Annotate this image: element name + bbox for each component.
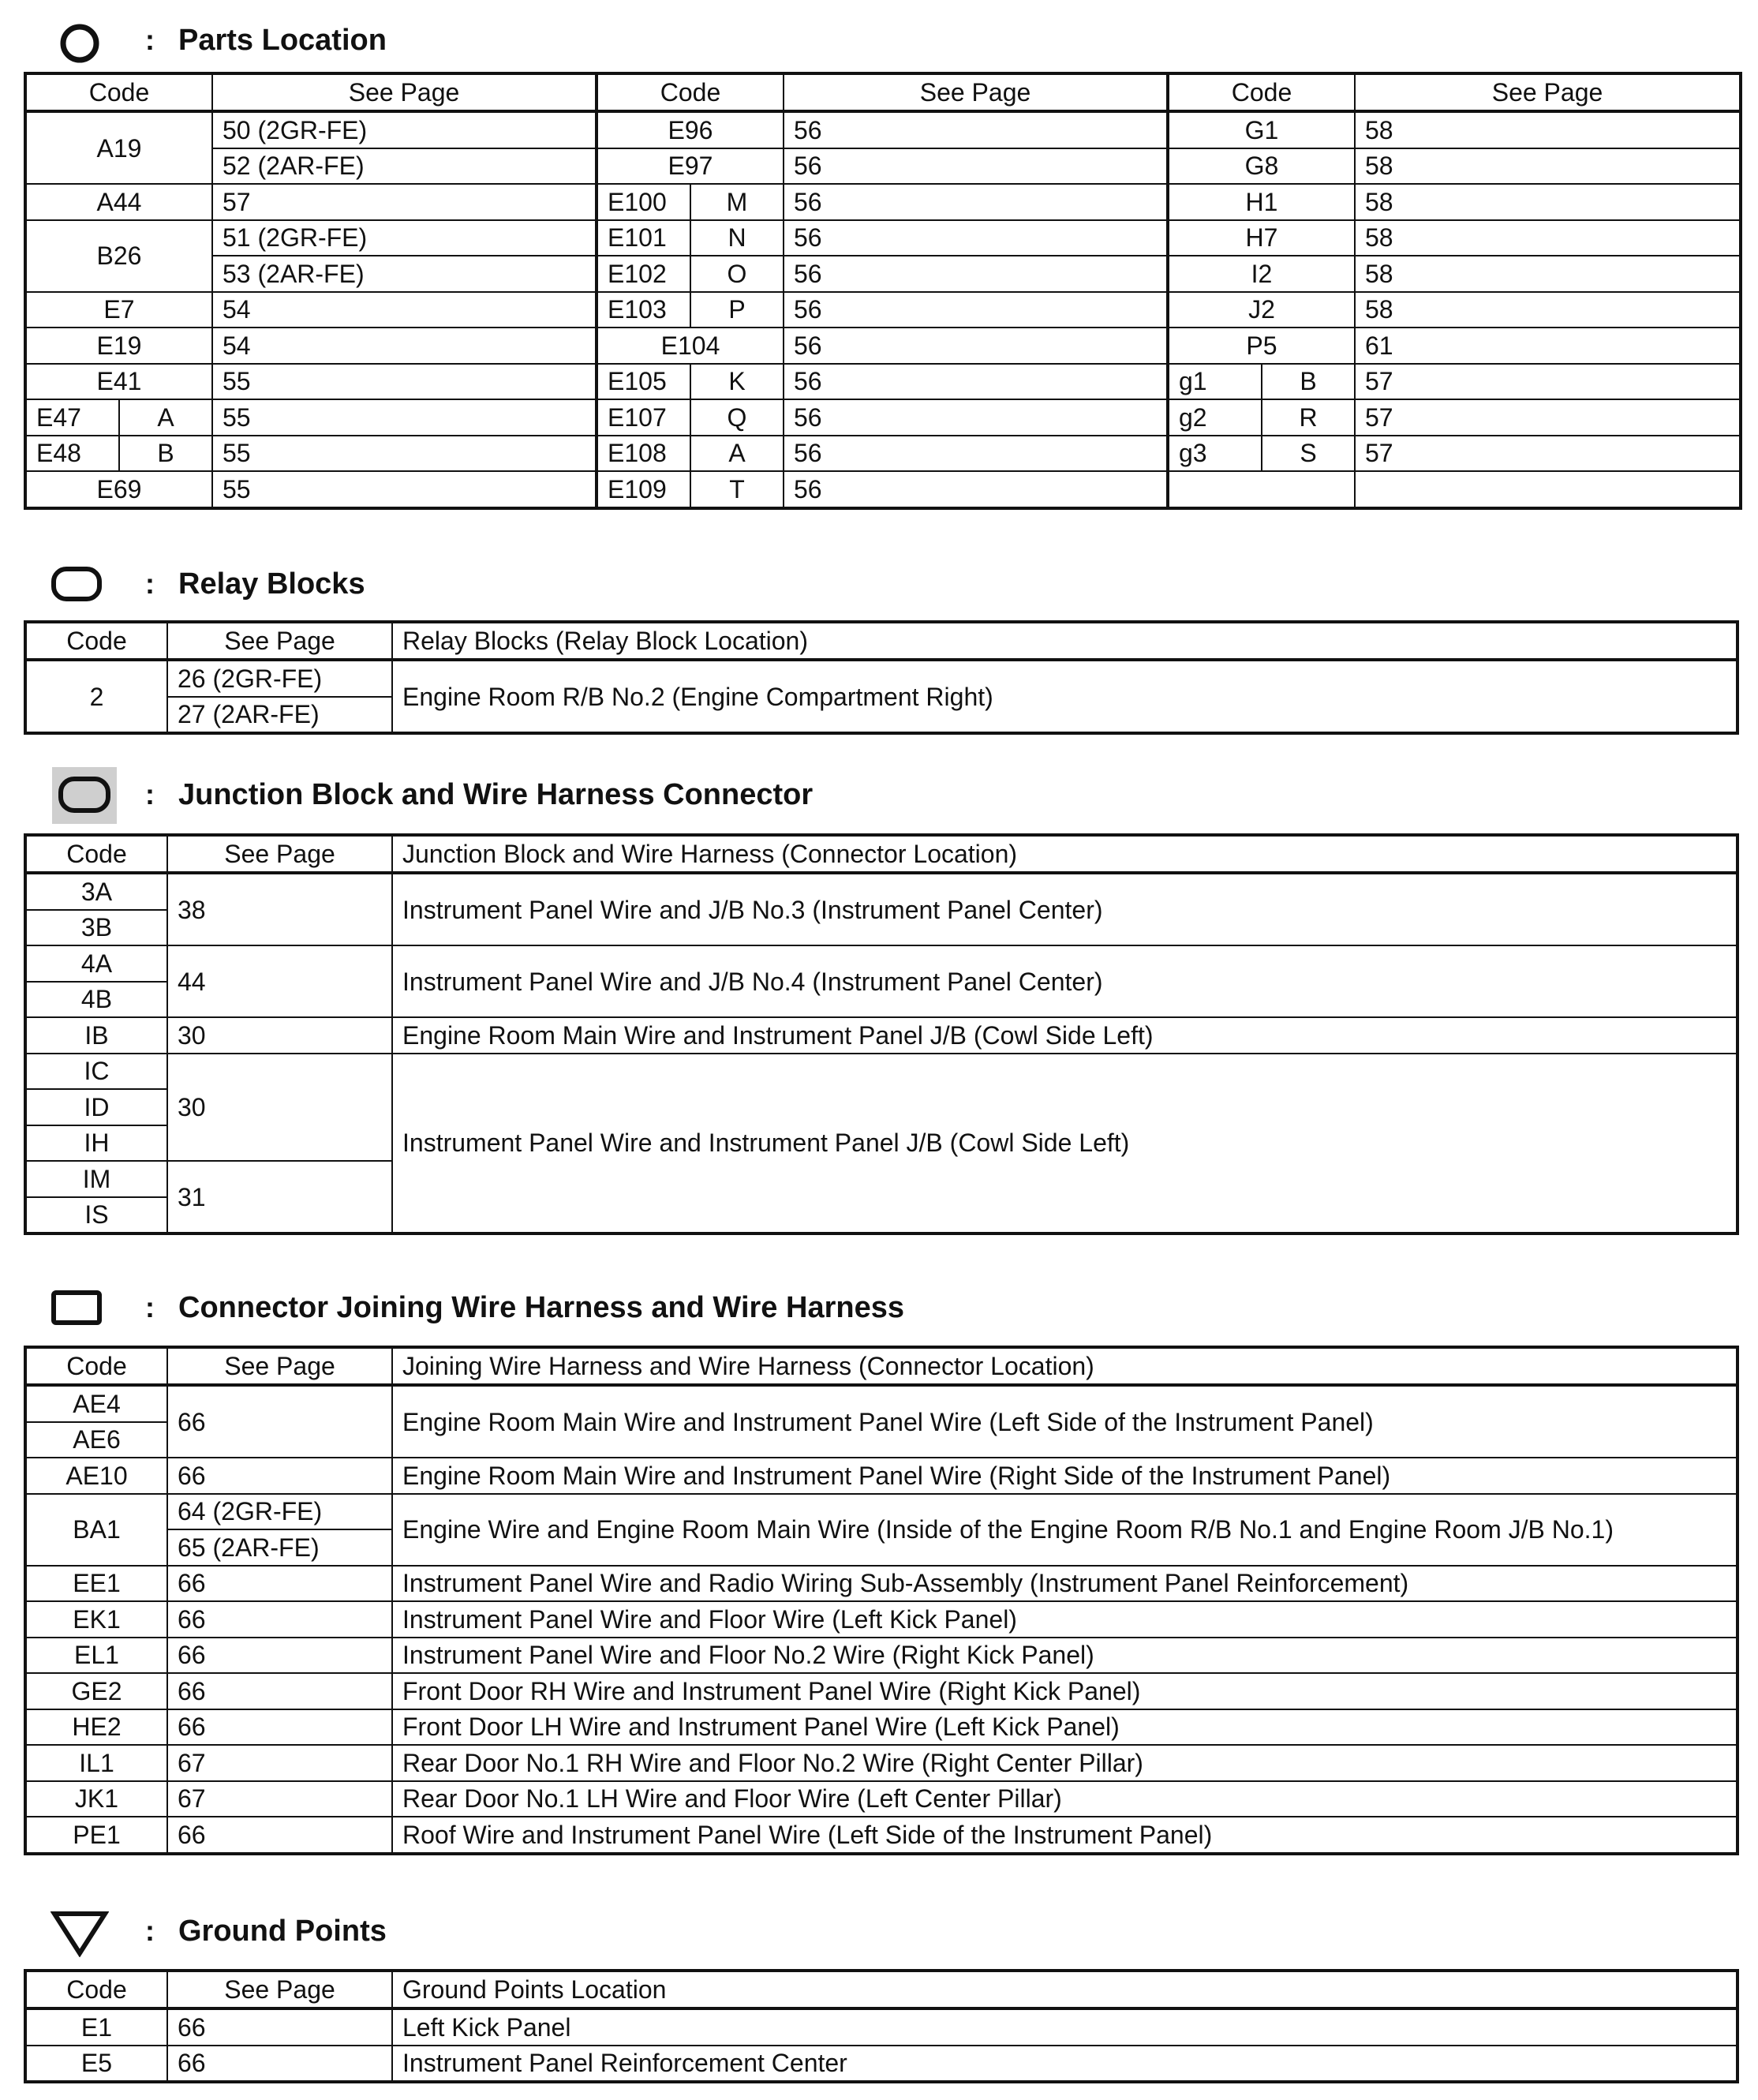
table-row xyxy=(25,873,1737,910)
location-cell: Rear Door No.1 LH Wire and Floor Wire (Left Center Pillar) xyxy=(392,1781,1737,1817)
page-cell: 50 (2GR-FE) xyxy=(212,111,597,148)
header-code: Code xyxy=(597,73,784,111)
table-header-row xyxy=(25,622,1737,660)
code-cell: PE1 xyxy=(25,1817,167,1854)
table-row xyxy=(25,220,1741,256)
relay-blocks-table xyxy=(24,620,1739,735)
sub-code-cell: B xyxy=(119,436,212,472)
code-cell: H1 xyxy=(1168,184,1355,220)
header-see-page: See Page xyxy=(167,1971,392,2008)
page-cell: 30 xyxy=(167,1054,392,1162)
sub-code-cell: R xyxy=(1262,399,1355,436)
page-cell: 58 xyxy=(1355,111,1741,148)
table-row xyxy=(25,364,1741,400)
page-cell: 58 xyxy=(1355,292,1741,328)
page-cell: 53 (2AR-FE) xyxy=(212,256,597,292)
code-cell: IB xyxy=(25,1017,167,1054)
code-cell: E7 xyxy=(25,292,212,328)
page-cell: 57 xyxy=(1355,364,1741,400)
table-row xyxy=(25,945,1737,982)
sub-code-cell: O xyxy=(690,256,784,292)
code-cell: E105 xyxy=(597,364,690,400)
sub-code-cell: Q xyxy=(690,399,784,436)
code-cell: IS xyxy=(25,1197,167,1234)
location-cell: Roof Wire and Instrument Panel Wire (Left Side of the Instrument Panel) xyxy=(392,1817,1737,1854)
page-cell: 26 (2GR-FE) xyxy=(167,660,392,697)
location-cell: Instrument Panel Wire and Instrument Panel J/B (Cowl Side Left) xyxy=(392,1054,1737,1234)
header-see-page: See Page xyxy=(212,73,597,111)
rounded-rectangle-icon xyxy=(58,776,111,814)
code-cell: EE1 xyxy=(25,1566,167,1602)
page-cell: 58 xyxy=(1355,184,1741,220)
table-row xyxy=(25,1458,1737,1494)
code-cell: P5 xyxy=(1168,328,1355,364)
page-cell: 56 xyxy=(784,148,1168,185)
page-cell: 66 xyxy=(167,1566,392,1602)
table-row xyxy=(25,292,1741,328)
page-cell: 55 xyxy=(212,471,597,508)
code-cell: EK1 xyxy=(25,1601,167,1638)
table-row xyxy=(25,436,1741,472)
header-see-page: See Page xyxy=(1355,73,1741,111)
table-row xyxy=(25,399,1741,436)
page-cell: 38 xyxy=(167,873,392,945)
code-cell: BA1 xyxy=(25,1494,167,1566)
location-cell: Engine Room R/B No.2 (Engine Compartment Right) xyxy=(392,660,1737,733)
code-cell: J2 xyxy=(1168,292,1355,328)
code-cell: IC xyxy=(25,1054,167,1090)
page-cell: 30 xyxy=(167,1017,392,1054)
page-cell: 51 (2GR-FE) xyxy=(212,220,597,256)
code-cell: G1 xyxy=(1168,111,1355,148)
page-cell: 56 xyxy=(784,471,1168,508)
page-cell: 65 (2AR-FE) xyxy=(167,1529,392,1566)
page-cell: 27 (2AR-FE) xyxy=(167,697,392,734)
code-cell: g1 xyxy=(1168,364,1262,400)
section-title: Connector Joining Wire Harness and Wire Harness xyxy=(178,1291,904,1324)
page-cell: 44 xyxy=(167,945,392,1017)
header-see-page: See Page xyxy=(167,1347,392,1385)
page-cell: 64 (2GR-FE) xyxy=(167,1494,392,1530)
page-cell: 56 xyxy=(784,111,1168,148)
code-cell: E103 xyxy=(597,292,690,328)
junction-block-heading xyxy=(0,766,1758,821)
page-cell: 56 xyxy=(784,184,1168,220)
page-cell: 66 xyxy=(167,1601,392,1638)
connector-joining-table xyxy=(24,1346,1739,1855)
page-cell: 66 xyxy=(167,2008,392,2046)
section-title: Junction Block and Wire Harness Connector xyxy=(178,778,814,811)
code-cell: E104 xyxy=(597,328,784,364)
code-cell: A44 xyxy=(25,184,212,220)
page-cell: 67 xyxy=(167,1745,392,1781)
page-cell: 61 xyxy=(1355,328,1741,364)
page-cell: 56 xyxy=(784,364,1168,400)
page-cell: 56 xyxy=(784,292,1168,328)
table-row xyxy=(25,1017,1737,1054)
code-cell: 4B xyxy=(25,982,167,1018)
code-cell: E109 xyxy=(597,471,690,508)
code-cell: E101 xyxy=(597,220,690,256)
page-cell: 56 xyxy=(784,328,1168,364)
code-cell: B26 xyxy=(25,220,212,292)
code-cell: IL1 xyxy=(25,1745,167,1781)
heading-colon: : xyxy=(145,1291,155,1323)
header-code: Code xyxy=(1168,73,1355,111)
page-cell: 54 xyxy=(212,292,597,328)
table-header-row xyxy=(25,835,1737,873)
header-code: Code xyxy=(25,835,167,873)
section-title: Relay Blocks xyxy=(178,567,365,601)
code-cell: IM xyxy=(25,1161,167,1197)
code-cell: AE6 xyxy=(25,1422,167,1458)
header-see-page: See Page xyxy=(167,835,392,873)
code-cell: I2 xyxy=(1168,256,1355,292)
code-cell: HE2 xyxy=(25,1709,167,1746)
code-cell: EL1 xyxy=(25,1638,167,1674)
table-header-row xyxy=(25,73,1741,111)
page-cell: 57 xyxy=(212,184,597,220)
code-cell: AE10 xyxy=(25,1458,167,1494)
table-row xyxy=(25,1638,1737,1674)
sub-code-cell: N xyxy=(690,220,784,256)
sub-code-cell: M xyxy=(690,184,784,220)
code-cell: IH xyxy=(25,1125,167,1162)
location-cell: Instrument Panel Wire and Radio Wiring Sub-Assembly (Instrument Panel Reinforcement) xyxy=(392,1566,1737,1602)
code-cell: 3B xyxy=(25,910,167,946)
table-row xyxy=(25,1673,1737,1709)
page-cell: 55 xyxy=(212,436,597,472)
header-code: Code xyxy=(25,622,167,660)
table-row xyxy=(25,1494,1737,1530)
location-cell: Front Door RH Wire and Instrument Panel Wire (Right Kick Panel) xyxy=(392,1673,1737,1709)
table-row xyxy=(25,471,1741,508)
header-code: Code xyxy=(25,1347,167,1385)
location-cell: Engine Wire and Engine Room Main Wire (Inside of the Engine Room R/B No.1 and Engine Room J/B No.1) xyxy=(392,1494,1737,1566)
code-cell: H7 xyxy=(1168,220,1355,256)
parts-location-heading xyxy=(0,13,1758,68)
location-cell: Left Kick Panel xyxy=(392,2008,1737,2046)
page-cell: 56 xyxy=(784,436,1168,472)
table-row xyxy=(25,1054,1737,1090)
relay-blocks-heading xyxy=(0,556,1758,612)
location-cell: Instrument Panel Wire and Floor No.2 Wire (Right Kick Panel) xyxy=(392,1638,1737,1674)
code-cell: E107 xyxy=(597,399,690,436)
table-row xyxy=(25,2046,1737,2083)
code-cell: GE2 xyxy=(25,1673,167,1709)
page-cell: 58 xyxy=(1355,256,1741,292)
section-title: Ground Points xyxy=(178,1915,387,1948)
table-row xyxy=(25,1601,1737,1638)
triangle-down-icon xyxy=(50,1910,109,1957)
code-cell: E102 xyxy=(597,256,690,292)
page-cell: 56 xyxy=(784,256,1168,292)
header-location: Joining Wire Harness and Wire Harness (Connector Location) xyxy=(392,1347,1737,1385)
code-cell: AE4 xyxy=(25,1385,167,1422)
code-cell: E19 xyxy=(25,328,212,364)
header-see-page: See Page xyxy=(167,622,392,660)
junction-block-table xyxy=(24,833,1739,1235)
heading-colon: : xyxy=(145,778,155,810)
sub-code-cell: T xyxy=(690,471,784,508)
code-cell: G8 xyxy=(1168,148,1355,185)
table-row xyxy=(25,2008,1737,2046)
code-cell: E100 xyxy=(597,184,690,220)
code-cell: g3 xyxy=(1168,436,1262,472)
table-row xyxy=(25,1781,1737,1817)
sub-code-cell: K xyxy=(690,364,784,400)
circle-icon xyxy=(58,22,101,65)
page-cell: 66 xyxy=(167,1638,392,1674)
header-code: Code xyxy=(25,1971,167,2008)
code-cell: 3A xyxy=(25,873,167,910)
ground-points-heading xyxy=(0,1902,1758,1957)
sub-code-cell: P xyxy=(690,292,784,328)
code-cell: E47 xyxy=(25,399,119,436)
table-row xyxy=(25,328,1741,364)
page-cell: 67 xyxy=(167,1781,392,1817)
table-row xyxy=(25,1745,1737,1781)
table-header-row xyxy=(25,1971,1737,2008)
table-row xyxy=(25,256,1741,292)
page-cell: 56 xyxy=(784,399,1168,436)
header-location: Ground Points Location xyxy=(392,1971,1737,2008)
page-cell: 66 xyxy=(167,1458,392,1494)
header-code: Code xyxy=(25,73,212,111)
page-cell: 55 xyxy=(212,364,597,400)
rectangle-icon xyxy=(50,1290,103,1326)
table-row xyxy=(25,184,1741,220)
code-cell: E97 xyxy=(597,148,784,185)
sub-code-cell: B xyxy=(1262,364,1355,400)
page-cell: 58 xyxy=(1355,148,1741,185)
connector-joining-heading xyxy=(0,1278,1758,1334)
location-cell: Engine Room Main Wire and Instrument Panel Wire (Right Side of the Instrument Panel) xyxy=(392,1458,1737,1494)
heading-colon: : xyxy=(145,24,155,56)
page-cell: 66 xyxy=(167,1385,392,1458)
page-cell: 56 xyxy=(784,220,1168,256)
code-cell: E69 xyxy=(25,471,212,508)
code-cell: E96 xyxy=(597,111,784,148)
location-cell: Front Door LH Wire and Instrument Panel Wire (Left Kick Panel) xyxy=(392,1709,1737,1746)
table-row xyxy=(25,1709,1737,1746)
sub-code-cell: S xyxy=(1262,436,1355,472)
header-location: Junction Block and Wire Harness (Connector Location) xyxy=(392,835,1737,873)
page-cell: 52 (2AR-FE) xyxy=(212,148,597,185)
code-cell: ID xyxy=(25,1089,167,1125)
table-row xyxy=(25,148,1741,185)
code-cell: E5 xyxy=(25,2046,167,2083)
location-cell: Instrument Panel Wire and J/B No.3 (Instrument Panel Center) xyxy=(392,873,1737,945)
code-cell: E48 xyxy=(25,436,119,472)
location-cell: Instrument Panel Reinforcement Center xyxy=(392,2046,1737,2083)
page-cell: 58 xyxy=(1355,220,1741,256)
page-cell: 66 xyxy=(167,1673,392,1709)
table-row xyxy=(25,1566,1737,1602)
page-cell: 57 xyxy=(1355,436,1741,472)
page-cell: 54 xyxy=(212,328,597,364)
code-cell: E1 xyxy=(25,2008,167,2046)
header-location: Relay Blocks (Relay Block Location) xyxy=(392,622,1737,660)
code-cell: 2 xyxy=(25,660,167,733)
header-see-page: See Page xyxy=(784,73,1168,111)
location-cell: Rear Door No.1 RH Wire and Floor No.2 Wire (Right Center Pillar) xyxy=(392,1745,1737,1781)
location-cell: Instrument Panel Wire and Floor Wire (Left Kick Panel) xyxy=(392,1601,1737,1638)
sub-code-cell: A xyxy=(690,436,784,472)
page-cell: 66 xyxy=(167,1709,392,1746)
ground-points-table xyxy=(24,1969,1739,2083)
code-cell: E108 xyxy=(597,436,690,472)
heading-colon: : xyxy=(145,1915,155,1947)
location-cell: Engine Room Main Wire and Instrument Panel J/B (Cowl Side Left) xyxy=(392,1017,1737,1054)
code-cell: JK1 xyxy=(25,1781,167,1817)
empty-cell xyxy=(1168,471,1355,508)
code-cell: A19 xyxy=(25,111,212,184)
page-cell: 66 xyxy=(167,2046,392,2083)
page-cell: 66 xyxy=(167,1817,392,1854)
table-row xyxy=(25,1385,1737,1422)
page-cell: 31 xyxy=(167,1161,392,1233)
code-cell: 4A xyxy=(25,945,167,982)
sub-code-cell: A xyxy=(119,399,212,436)
table-row xyxy=(25,111,1741,148)
rounded-rectangle-icon xyxy=(50,566,103,602)
table-row xyxy=(25,660,1737,697)
empty-cell xyxy=(1355,471,1741,508)
table-row xyxy=(25,1817,1737,1854)
table-header-row xyxy=(25,1347,1737,1385)
parts-location-table xyxy=(24,72,1742,510)
code-cell: g2 xyxy=(1168,399,1262,436)
code-cell: E41 xyxy=(25,364,212,400)
page-cell: 57 xyxy=(1355,399,1741,436)
section-title: Parts Location xyxy=(178,24,387,57)
page-cell: 55 xyxy=(212,399,597,436)
location-cell: Engine Room Main Wire and Instrument Panel Wire (Left Side of the Instrument Panel) xyxy=(392,1385,1737,1458)
heading-colon: : xyxy=(145,567,155,600)
location-cell: Instrument Panel Wire and J/B No.4 (Instrument Panel Center) xyxy=(392,945,1737,1017)
